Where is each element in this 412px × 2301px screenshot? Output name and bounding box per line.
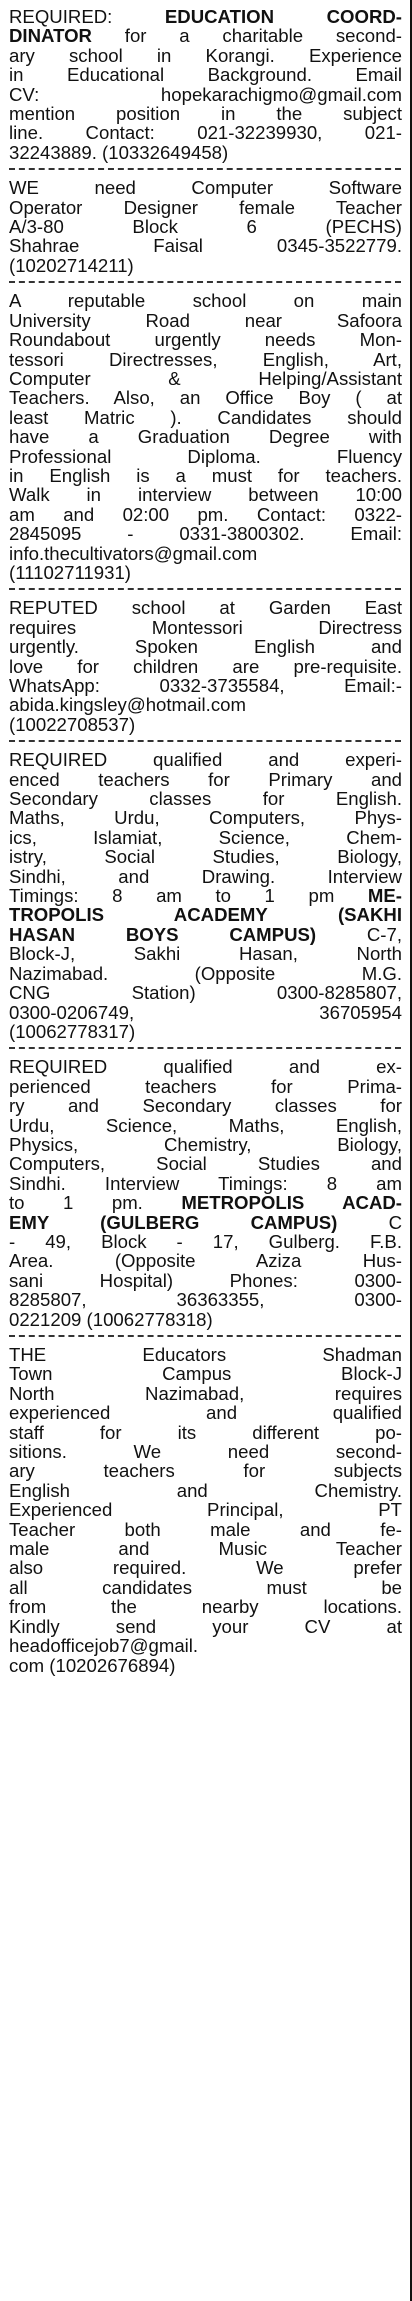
- classified-ad: [0, 1345, 410, 1675]
- dashed-divider: [9, 588, 401, 590]
- ad-text-line: (10062778317): [9, 1020, 136, 1042]
- ad-text-line: requires Montessori Directress: [9, 616, 402, 638]
- ad-text-line: from the nearby locations.: [9, 1596, 402, 1618]
- classified-ad: [0, 178, 410, 275]
- ad-text-line: - 49, Block - 17, Gulberg. F.B.: [9, 1230, 402, 1252]
- ad-text-line: in Educational Background. Email: [9, 64, 402, 86]
- ad-text-line: (11102711931): [9, 561, 131, 583]
- ad-text-line: experienced and qualified: [9, 1402, 402, 1424]
- classified-ad: [0, 598, 410, 734]
- ad-text-line: Teacher both male and fe-: [9, 1518, 402, 1540]
- ad-text-line: REQUIRED: EDUCATION COORD-: [9, 6, 402, 27]
- classified-ad: [0, 291, 410, 582]
- ad-text-line: male and Music Teacher: [9, 1538, 402, 1560]
- ad-text-line: Timings: 8 am to 1 pm ME-: [9, 885, 402, 907]
- ad-text-line: perienced teachers for Prima-: [9, 1075, 402, 1097]
- ad-text-line: Experienced Principal, PT: [9, 1499, 402, 1521]
- ad-text-line: 32243889. (10332649458): [9, 141, 229, 163]
- ad-text-line: 0300-0206749, 36705954: [9, 1001, 402, 1023]
- ad-text-line: tessori Directresses, English, Art,: [9, 348, 402, 370]
- ad-text-line: ics, Islamiat, Science, Chem-: [9, 826, 402, 848]
- ad-text-line: EMY (GULBERG CAMPUS) C: [9, 1211, 402, 1233]
- ad-text-line: least Matric ). Candidates should: [9, 406, 402, 428]
- ad-text-line: am and 02:00 pm. Contact: 0322-: [9, 503, 402, 525]
- ad-text-line: TROPOLIS ACADEMY (SAKHI: [9, 904, 402, 926]
- ad-text-line: ary teachers for subjects: [9, 1460, 402, 1482]
- dashed-divider: [9, 1047, 401, 1049]
- ad-text-line: Shahrae Faisal 0345-3522779.: [9, 235, 402, 257]
- ad-text-line: (10202714211): [9, 254, 134, 276]
- ad-text-line: istry, Social Studies, Biology,: [9, 846, 402, 868]
- ad-text-line: DINATOR for a charitable second-: [9, 25, 402, 47]
- ad-text-line: English and Chemistry.: [9, 1479, 402, 1501]
- ad-text-line: Teachers. Also, an Office Boy ( at: [9, 387, 402, 409]
- ad-text-line: enced teachers for Primary and: [9, 768, 402, 790]
- ad-text-line: staff for its different po-: [9, 1421, 402, 1443]
- ad-text-line: abida.kingsley@hotmail.com: [9, 694, 246, 716]
- ad-text-line: A reputable school on main: [9, 290, 402, 312]
- ad-text-line: WE need Computer Software: [9, 177, 402, 199]
- ad-text-line: WhatsApp: 0332-3735584, Email:-: [9, 675, 402, 696]
- ad-text-line: sani Hospital) Phones: 0300-: [9, 1269, 402, 1291]
- ad-text-line: 0221209 (10062778318): [9, 1308, 213, 1330]
- dashed-divider: [9, 281, 401, 283]
- ad-text-line: THE Educators Shadman: [9, 1344, 402, 1365]
- ad-text-line: Computers, Social Studies and: [9, 1153, 402, 1175]
- ad-text-line: Area. (Opposite Aziza Hus-: [9, 1250, 402, 1272]
- ad-text-line: A/3-80 Block 6 (PECHS): [9, 216, 402, 238]
- ad-text-line: ry and Secondary classes for: [9, 1095, 402, 1117]
- ad-text-line: (10022708537): [9, 713, 136, 735]
- ad-text-line: HASAN BOYS CAMPUS) C-7,: [9, 923, 402, 945]
- ad-text-line: line. Contact: 021-32239930, 021-: [9, 122, 402, 144]
- ad-text-line: Maths, Urdu, Computers, Phys-: [9, 807, 402, 829]
- ad-text-line: Sindhi, and Drawing. Interview: [9, 865, 402, 887]
- classified-ad: [0, 1057, 410, 1329]
- ad-text-line: 8285807, 36363355, 0300-: [9, 1289, 402, 1311]
- ad-text-line: Walk in interview between 10:00: [9, 484, 402, 506]
- ad-text-line: sitions. We need second-: [9, 1441, 402, 1463]
- ad-text-line: REPUTED school at Garden East: [9, 597, 402, 619]
- ad-text-line: Urdu, Science, Maths, English,: [9, 1114, 402, 1136]
- ad-text-line: Sindhi. Interview Timings: 8 am: [9, 1172, 402, 1194]
- ad-text-line: Operator Designer female Teacher: [9, 196, 402, 218]
- ad-text-line: all candidates must be: [9, 1576, 402, 1598]
- ad-text-line: to 1 pm. METROPOLIS ACAD-: [9, 1192, 403, 1214]
- ad-text-line: info.thecultivators@gmail.com: [9, 542, 258, 564]
- ad-text-line: Town Campus Block-J: [9, 1363, 402, 1385]
- ad-text-line: REQUIRED qualified and ex-: [9, 1056, 402, 1078]
- ad-text-line: Computer & Helping/Assistant: [9, 367, 402, 389]
- ad-text-line: love for children are pre-requisite.: [9, 655, 402, 677]
- dashed-divider: [9, 740, 401, 742]
- ad-text-line: com (10202676894): [9, 1654, 176, 1676]
- classified-ad: [0, 7, 410, 162]
- ad-text-line: North Nazimabad, requires: [9, 1382, 402, 1404]
- ad-text-line: Physics, Chemistry, Biology,: [9, 1133, 402, 1155]
- ad-text-line: mention position in the subject: [9, 103, 402, 125]
- ad-text-line: 2845095 - 0331-3800302. Email:: [9, 523, 402, 545]
- ad-text-line: Professional Diploma. Fluency: [9, 445, 402, 467]
- ad-text-line: CNG Station) 0300-8285807,: [9, 982, 402, 1004]
- ad-text-line: ary school in Korangi. Experience: [9, 44, 402, 66]
- ad-text-line: Kindly send your CV at: [9, 1615, 402, 1637]
- ad-text-line: Block-J, Sakhi Hasan, North: [9, 943, 402, 965]
- ad-text-line: in English is a must for teachers.: [9, 464, 402, 486]
- ad-text-line: REQUIRED qualified and experi-: [9, 749, 402, 771]
- ad-text-line: CV: hopekarachigmo@gmail.com: [9, 83, 402, 105]
- ad-text-line: University Road near Safoora: [9, 309, 402, 331]
- ad-text-line: Nazimabad. (Opposite M.G.: [9, 962, 402, 984]
- ad-text-line: also required. We prefer: [9, 1557, 402, 1579]
- dashed-divider: [9, 168, 401, 170]
- ad-text-line: have a Graduation Degree with: [9, 426, 402, 448]
- classified-ad: [0, 750, 410, 1041]
- ad-text-line: Secondary classes for English.: [9, 788, 402, 810]
- ad-text-line: urgently. Spoken English and: [9, 636, 402, 658]
- dashed-divider: [9, 1335, 401, 1337]
- ad-text-line: Roundabout urgently needs Mon-: [9, 329, 402, 351]
- ad-text-line: headofficejob7@gmail.: [9, 1635, 199, 1657]
